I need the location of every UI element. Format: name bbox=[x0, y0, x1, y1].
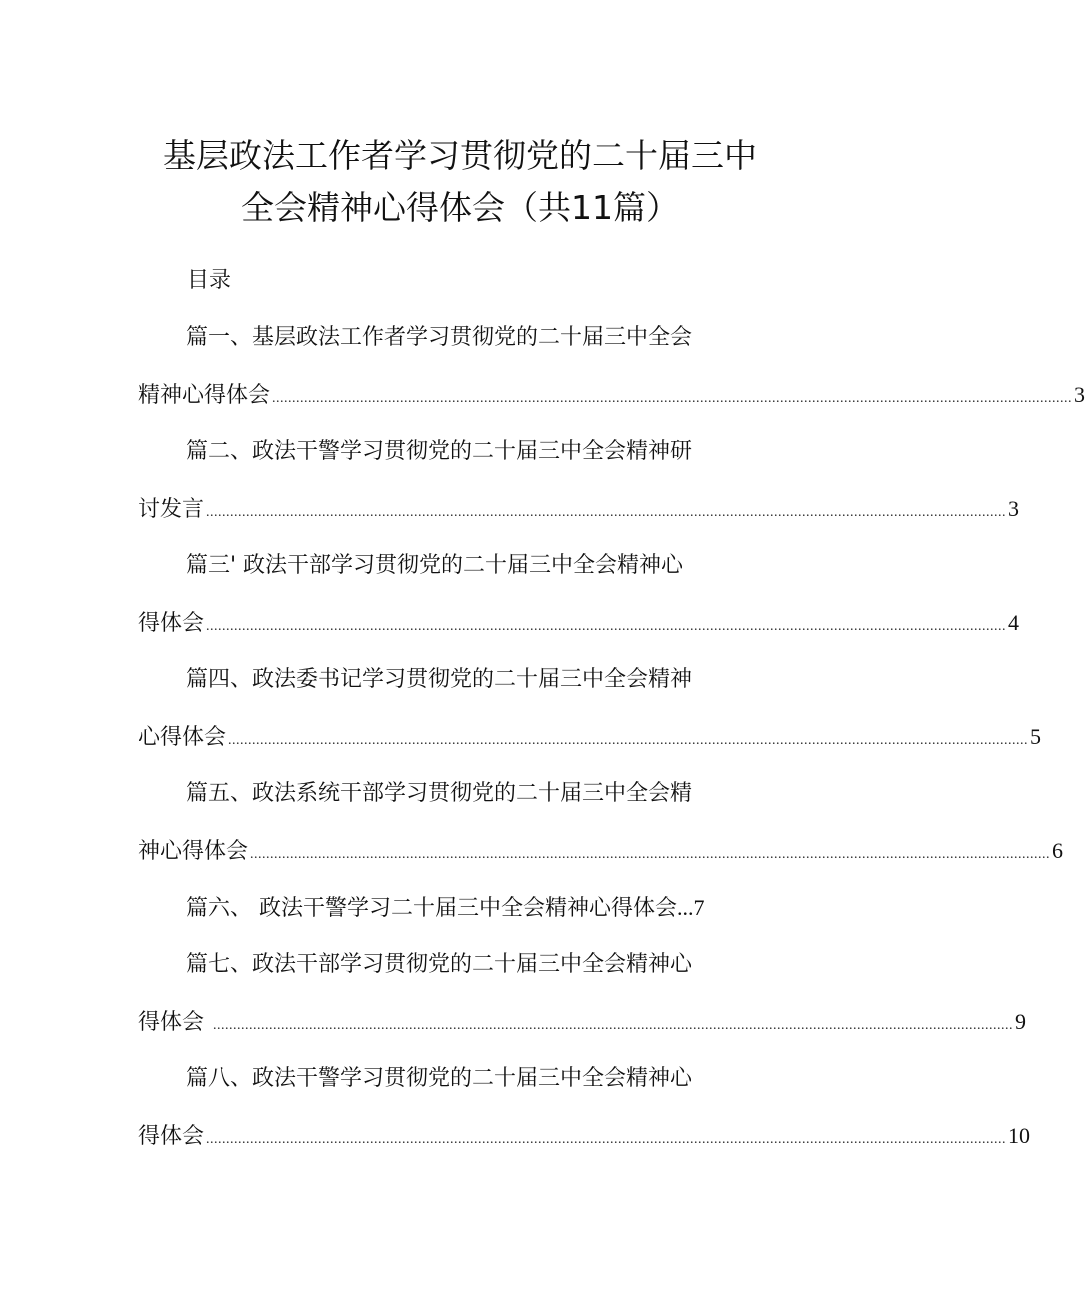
toc-leader-dots: ........................................................................................................................................................................................................ bbox=[272, 391, 1073, 406]
toc-entry-7-title[interactable]: 篇七、政法干部学习贯彻党的二十届三中全会精神心 bbox=[186, 952, 693, 977]
toc-entry-6-title: 篇六、 政法干警学习二十届三中全会精神心得体会 bbox=[186, 896, 677, 921]
document-title-line2: 全会精神心得体会（共11篇） bbox=[241, 188, 679, 227]
toc-leader-dots: ........................................................................................................................................................................................................ bbox=[213, 1018, 1013, 1033]
toc-entry-2-continuation[interactable] bbox=[138, 494, 1020, 528]
toc-entry-3-page: 4 bbox=[1008, 610, 1020, 635]
toc-entry-8-title-cont: 得体会 bbox=[138, 1124, 205, 1149]
toc-entry-2-page: 3 bbox=[1008, 496, 1020, 521]
toc-entry-3-title-cont: 得体会 bbox=[138, 611, 205, 636]
toc-entry-5-continuation[interactable] bbox=[138, 836, 1064, 870]
toc-entry-2-title-cont: 讨发言 bbox=[138, 497, 205, 522]
toc-leader-dots: ........................................................................................................................................................................................................ bbox=[250, 847, 1051, 862]
toc-leader-dots: ........................................................................................................................................................................................................ bbox=[206, 619, 1007, 634]
toc-entry-4-page: 5 bbox=[1030, 724, 1042, 749]
toc-entry-1-title-cont: 精神心得体会 bbox=[138, 383, 271, 408]
toc-entry-5-page: 6 bbox=[1052, 838, 1064, 863]
toc-entry-1-page: 3 bbox=[1074, 382, 1085, 407]
toc-leader-dots: ... bbox=[677, 895, 694, 920]
toc-entry-4-title-cont: 心得体会 bbox=[138, 725, 227, 750]
toc-entry-7-page: 9 bbox=[1015, 1009, 1026, 1034]
toc-entry-2-title[interactable]: 篇二、政法干警学习贯彻党的二十届三中全会精神研 bbox=[186, 439, 693, 464]
toc-entry-8-continuation[interactable] bbox=[138, 1121, 1031, 1155]
toc-entry-8-page: 10 bbox=[1008, 1123, 1031, 1148]
toc-entry-3-continuation[interactable] bbox=[138, 608, 1020, 642]
toc-leader-dots: ........................................................................................................................................................................................................ bbox=[228, 733, 1029, 748]
document-title-line1: 基层政法工作者学习贯彻党的二十届三中 bbox=[163, 136, 757, 175]
toc-entry-5-title-cont: 神心得体会 bbox=[138, 839, 249, 864]
toc-entry-4-title[interactable]: 篇四、政法委书记学习贯彻党的二十届三中全会精神 bbox=[186, 667, 693, 692]
toc-leader-dots: ........................................................................................................................................................................................................ bbox=[206, 1132, 1007, 1147]
toc-entry-6-page: 7 bbox=[693, 895, 705, 920]
toc-entry-5-title[interactable]: 篇五、政法系统干部学习贯彻党的二十届三中全会精 bbox=[186, 781, 693, 806]
toc-leader-dots: ........................................................................................................................................................................................................ bbox=[206, 505, 1007, 520]
toc-entry-3-title[interactable]: 篇三' 政法干部学习贯彻党的二十届三中全会精神心 bbox=[186, 553, 684, 578]
toc-entry-4-continuation[interactable] bbox=[138, 722, 1042, 756]
toc-entry-6[interactable] bbox=[186, 893, 705, 924]
toc-entry-1-title[interactable]: 篇一、基层政法工作者学习贯彻党的二十届三中全会 bbox=[186, 325, 693, 350]
toc-entry-7-title-cont: 得体会 bbox=[138, 1010, 211, 1035]
toc-entry-8-title[interactable]: 篇八、政法干警学习贯彻党的二十届三中全会精神心 bbox=[186, 1066, 693, 1091]
toc-entry-7-continuation[interactable] bbox=[138, 1007, 1026, 1041]
toc-entry-1-continuation[interactable] bbox=[138, 380, 1085, 414]
toc-heading: 目录 bbox=[187, 268, 232, 293]
